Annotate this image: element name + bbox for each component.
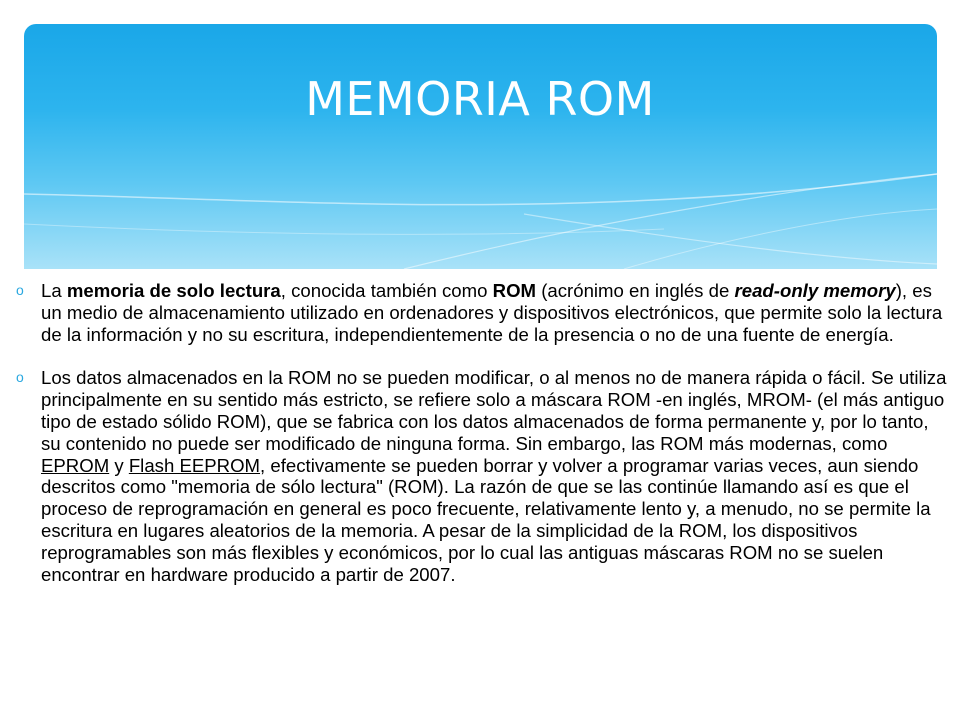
banner-wave-decoration xyxy=(24,24,937,269)
slide-title: MEMORIA ROM xyxy=(305,72,655,126)
bullet-text xyxy=(41,367,948,585)
flash-eeprom-link[interactable]: Flash EEPROM xyxy=(128,454,261,476)
bold-italic-term: read-only memory xyxy=(734,280,896,301)
eprom-link[interactable]: EPROM xyxy=(41,454,110,476)
text-run: ), es un medio de almacenamiento utilizado en ordenadores y dispositivos electrónicos, que permite solo la lectura de la información y no su escritura, independientemente de la presencia o no de una fuente de energía. xyxy=(41,280,943,345)
text-run: , conocida también como xyxy=(280,280,493,301)
bullet-item xyxy=(14,367,948,585)
text-run: La xyxy=(41,280,67,301)
text-run: Los datos almacenados en la ROM no se pueden modificar, o al menos no de manera rápida o fácil. Se utiliza principalmente en su sentido más estricto, se refiere solo a máscara ROM -en inglés, MROM- (el más antiguo tipo de estado sólido ROM), que se fabrica con los datos almacenados de forma permanente y, por lo tanto, su contenido no puede ser modificado de ninguna forma. Sin embargo, las ROM más modernas, como xyxy=(41,367,947,454)
text-run: y xyxy=(109,454,129,476)
text-run: , efectivamente se pueden borrar y volver a programar varias veces, aun siendo descritos como "memoria de sólo lectura" (ROM). La razón de que se las continúe llamando así es que el proceso de reprogramación en general es poco frecuente, relativamente lento y, a menudo, no se permite la escritura en lugares aleatorios de la memoria. A pesar de la simplicidad de la ROM, los dispositivos reprogramables son más flexibles y económicos, por lo cual las antiguas máscaras ROM no se suelen encontrar en hardware producido a partir de 2007. xyxy=(41,454,931,585)
bullet-item xyxy=(14,280,948,345)
title-banner xyxy=(24,24,937,269)
bullet-marker-icon: o xyxy=(16,369,24,386)
bold-term: ROM xyxy=(492,280,537,301)
bold-term: memoria de solo lectura xyxy=(66,280,281,301)
slide-body xyxy=(14,280,948,585)
bullet-text xyxy=(41,280,948,345)
bullet-marker-icon: o xyxy=(16,282,24,298)
text-run: (acrónimo en inglés de xyxy=(536,280,735,301)
